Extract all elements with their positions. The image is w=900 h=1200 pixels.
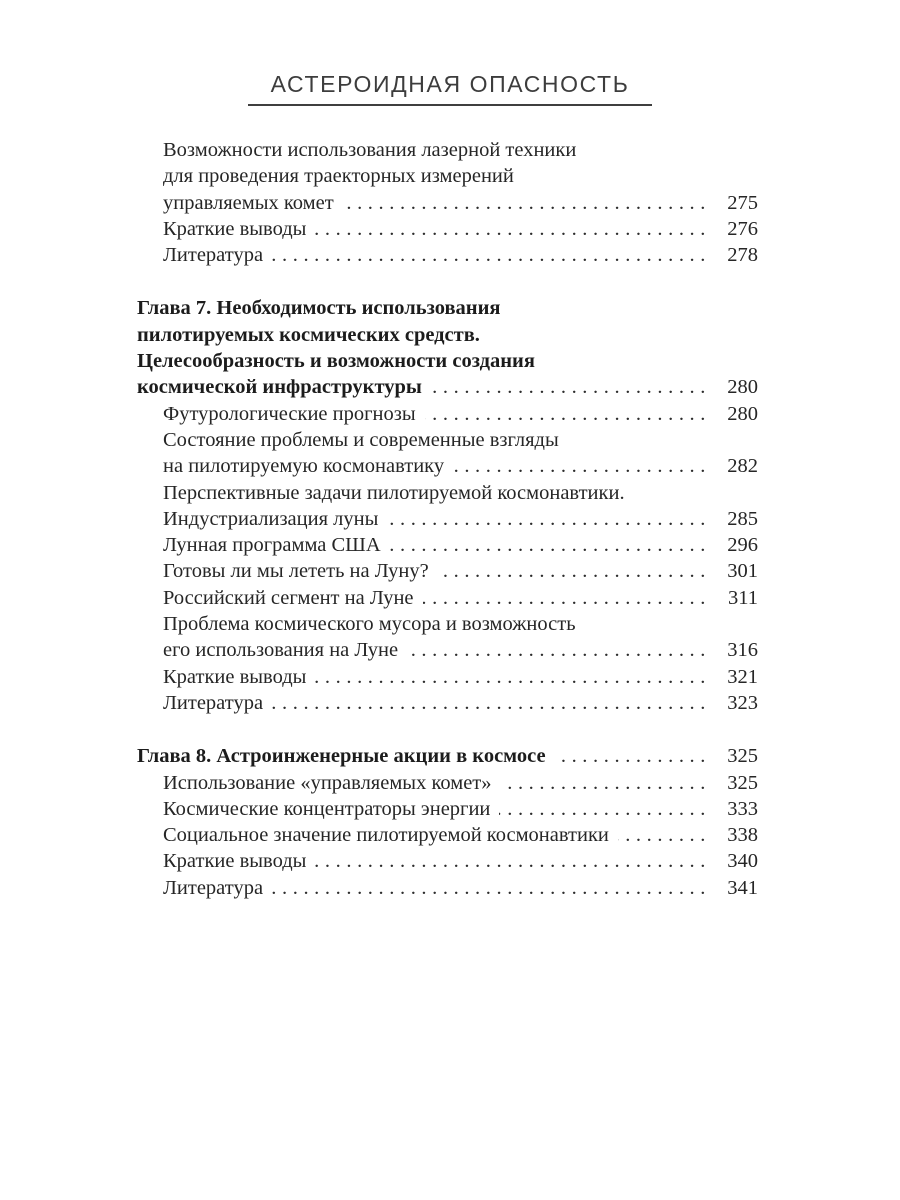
- dot-leader: [315, 216, 711, 242]
- toc-entry: [137, 770, 758, 796]
- toc-entry-row: [163, 770, 758, 796]
- toc-entry-label: управляемых комет: [163, 191, 334, 214]
- table-of-contents: [137, 137, 758, 901]
- toc-page-number: 333: [727, 797, 758, 820]
- toc-entry: [137, 558, 758, 584]
- toc-entry-row: [163, 637, 758, 663]
- toc-page-number: 323: [727, 691, 758, 714]
- toc-entry-row: [163, 848, 758, 874]
- toc-entry-line: Перспективные задачи пилотируемой космонавтики.: [163, 481, 625, 504]
- toc-entry-line: Состояние проблемы и современные взгляды: [163, 428, 559, 451]
- toc-entry: [137, 216, 758, 242]
- toc-entry-label: на пилотируемую космонавтику: [163, 455, 445, 478]
- toc-entry-row: [163, 242, 758, 268]
- toc-entry-row: [163, 216, 758, 242]
- dot-leader: [499, 796, 711, 822]
- toc-entry: [137, 480, 758, 533]
- toc-entry-label: Краткие выводы: [163, 850, 307, 873]
- toc-entry-label: Краткие выводы: [163, 217, 307, 240]
- toc-entry: [137, 242, 758, 268]
- toc-entry-label: Литература: [163, 244, 264, 267]
- toc-entry-label: Космические концентраторы энергии: [163, 797, 491, 820]
- dot-leader: [453, 453, 711, 479]
- toc-entry-line: Проблема космического мусора и возможность: [163, 613, 576, 636]
- toc-entry-label: его использования на Луне: [163, 639, 399, 662]
- toc-entry: [137, 427, 758, 480]
- toc-entry-row: [163, 506, 758, 532]
- toc-entry-row: [163, 690, 758, 716]
- toc-chapter-heading: [137, 295, 758, 400]
- toc-entry-row: [163, 796, 758, 822]
- toc-entry-line: для проведения траекторных измерений: [163, 165, 514, 188]
- toc-entry-label: космической инфраструктуры: [137, 376, 422, 399]
- toc-entry-line: Глава 7. Необходимость использования: [137, 297, 501, 320]
- dot-leader: [425, 401, 711, 427]
- toc-entry: [137, 848, 758, 874]
- toc-entry: [137, 532, 758, 558]
- toc-entry-label: Использование «управляемых комет»: [163, 771, 492, 794]
- toc-entry-row: [163, 585, 758, 611]
- toc-entry-row: [137, 743, 758, 769]
- toc-page-number: 278: [727, 244, 758, 267]
- dot-leader: [438, 558, 711, 584]
- toc-page-number: 316: [727, 639, 758, 662]
- toc-page-number: 321: [727, 665, 758, 688]
- toc-entry: [137, 822, 758, 848]
- toc-entry-line: Целесообразность и возможности создания: [137, 350, 535, 373]
- toc-page-number: 285: [727, 507, 758, 530]
- dot-leader: [272, 690, 711, 716]
- toc-entry-row: [163, 664, 758, 690]
- book-header: [0, 71, 900, 106]
- dot-leader: [390, 532, 711, 558]
- toc-entry-label: Социальное значение пилотируемой космонавтики: [163, 824, 609, 847]
- toc-entry: [137, 875, 758, 901]
- toc-entry: [137, 401, 758, 427]
- toc-page-number: 275: [727, 191, 758, 214]
- toc-entry-row: [163, 532, 758, 558]
- toc-entry-line: пилотируемых космических средств.: [137, 323, 480, 346]
- dot-leader: [387, 506, 711, 532]
- toc-entry: [137, 796, 758, 822]
- toc-entry-row: [137, 374, 758, 400]
- toc-entry-label: Российский сегмент на Луне: [163, 586, 414, 609]
- dot-leader: [431, 374, 711, 400]
- toc-page-number: 276: [727, 217, 758, 240]
- toc-entry-row: [163, 875, 758, 901]
- toc-entry-line: Возможности использования лазерной техники: [163, 139, 577, 161]
- dot-leader: [618, 822, 711, 848]
- toc-page-number: 282: [727, 455, 758, 478]
- toc-entry: [137, 664, 758, 690]
- toc-entry-label: Литература: [163, 876, 264, 899]
- toc-page-number: 296: [727, 534, 758, 557]
- toc-page-number: 311: [728, 586, 758, 609]
- toc-page-number: 280: [727, 402, 758, 425]
- toc-entry-row: [163, 190, 758, 216]
- dot-leader: [407, 637, 711, 663]
- toc-entry-label: Литература: [163, 691, 264, 714]
- toc-page-number: 340: [727, 850, 758, 873]
- dot-leader: [315, 848, 711, 874]
- toc-entry: [137, 137, 758, 216]
- dot-leader: [343, 190, 711, 216]
- toc-page-number: 325: [727, 745, 758, 768]
- toc-page-number: 301: [727, 560, 758, 583]
- toc-entry-row: [163, 401, 758, 427]
- toc-entry-row: [163, 453, 758, 479]
- toc-section: [137, 295, 758, 716]
- dot-leader: [315, 664, 711, 690]
- toc-page-number: 280: [727, 376, 758, 399]
- toc-entry-label: Краткие выводы: [163, 665, 307, 688]
- toc-entry: [137, 611, 758, 664]
- toc-section: [137, 743, 758, 901]
- dot-leader: [555, 743, 711, 769]
- toc-entry: [137, 585, 758, 611]
- toc-entry-label: Глава 8. Астроинженерные акции в космосе: [137, 745, 546, 768]
- toc-entry-row: [163, 558, 758, 584]
- dot-leader: [501, 770, 711, 796]
- toc-entry-label: Готовы ли мы лететь на Луну?: [163, 560, 429, 583]
- book-title: АСТЕРОИДНАЯ ОПАСНОСТЬ: [270, 71, 630, 97]
- toc-entry: [137, 690, 758, 716]
- toc-page-number: 338: [727, 824, 758, 847]
- title-underline: [248, 104, 652, 106]
- toc-entry-label: Индустриализация луны: [163, 507, 379, 530]
- toc-entry-row: [163, 822, 758, 848]
- toc-section: [137, 137, 758, 268]
- toc-page-number: 325: [727, 771, 758, 794]
- toc-chapter-heading: [137, 743, 758, 769]
- toc-page-number: 341: [727, 876, 758, 899]
- dot-leader: [423, 585, 711, 611]
- dot-leader: [272, 242, 711, 268]
- toc-entry-label: Лунная программа США: [163, 534, 381, 557]
- toc-entry-label: Футурологические прогнозы: [163, 402, 416, 425]
- dot-leader: [272, 875, 711, 901]
